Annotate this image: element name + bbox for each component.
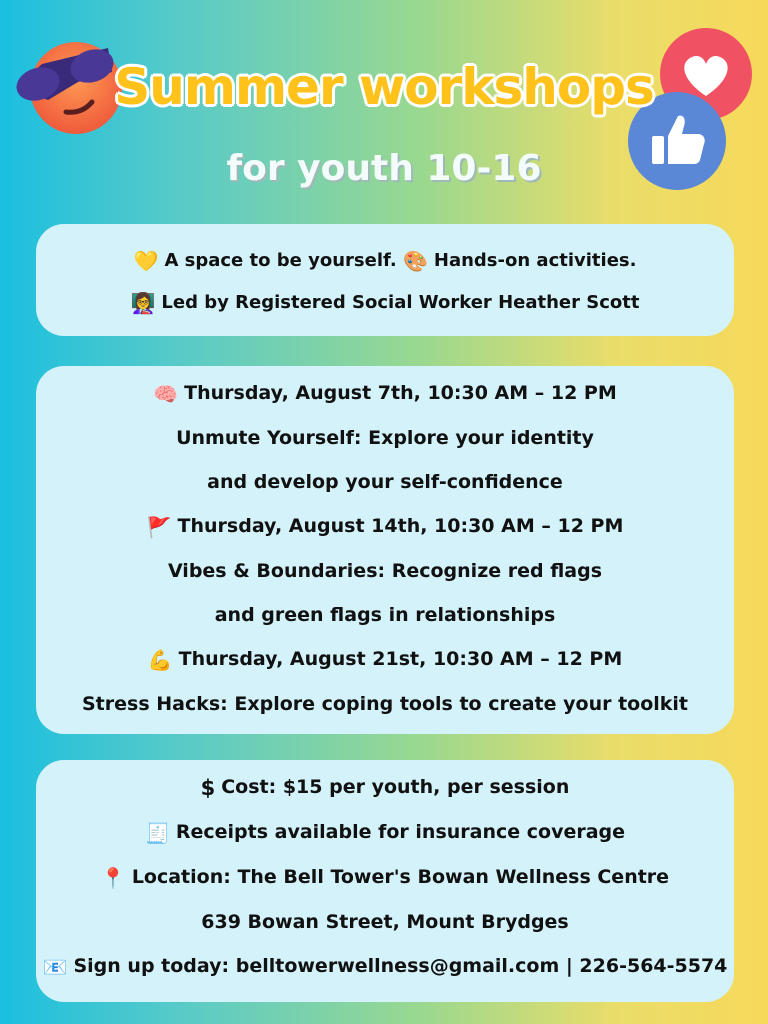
cost-line: $ Cost: $15 per youth, per session <box>36 765 734 810</box>
page-title: Summer workshops <box>114 58 654 116</box>
session-1-date: 🧠 Thursday, August 7th, 10:30 AM – 12 PM <box>36 371 734 416</box>
red-flag-icon: 🚩 <box>146 515 172 539</box>
sessions-card <box>36 366 734 734</box>
dollar-icon: $ <box>200 776 216 800</box>
receipt-icon: 🧾 <box>144 821 170 845</box>
session-3-date: 💪 Thursday, August 21st, 10:30 AM – 12 PM <box>36 637 734 682</box>
intro-card <box>36 224 734 336</box>
info-card <box>36 760 734 1002</box>
location-line: 📍 Location: The Bell Tower's Bowan Wellness Centre <box>36 855 734 900</box>
session-2-desc-cont: and green flags in relationships <box>214 604 556 626</box>
flexed-biceps-icon: 💪 <box>147 648 173 672</box>
session-2-desc: Vibes & Boundaries: Recognize red flags <box>167 560 603 582</box>
intro-text-a: A space to be yourself. <box>164 250 397 271</box>
envelope-icon: 📧 <box>42 955 68 979</box>
intro-text-leader: Led by Registered Social Worker Heather Scott <box>161 292 640 313</box>
intro-line-2 <box>36 282 734 324</box>
session-3-desc: Stress Hacks: Explore coping tools to create your toolkit <box>81 693 689 715</box>
brain-icon: 🧠 <box>153 382 179 406</box>
intro-text-b: Hands-on activities. <box>433 250 637 271</box>
page-subtitle: for youth 10-16 <box>226 148 542 189</box>
palette-icon: 🎨 <box>402 249 428 273</box>
session-2-date: 🚩 Thursday, August 14th, 10:30 AM – 12 PM <box>36 504 734 549</box>
receipt-line: 🧾 Receipts available for insurance coverage <box>36 810 734 855</box>
yellow-heart-icon: 💛 <box>133 249 159 273</box>
location-pin-icon: 📍 <box>100 866 126 890</box>
signup-line: 📧 Sign up today: belltowerwellness@gmail.com | 226-564-5574 <box>36 944 734 989</box>
session-1-desc-cont: and develop your self-confidence <box>207 471 563 493</box>
address-line: 639 Bowan Street, Mount Brydges <box>201 911 569 933</box>
session-1-desc: Unmute Yourself: Explore your identity <box>176 427 594 449</box>
teacher-icon: 👩‍🏫 <box>130 291 156 315</box>
intro-line-1 <box>36 240 734 282</box>
